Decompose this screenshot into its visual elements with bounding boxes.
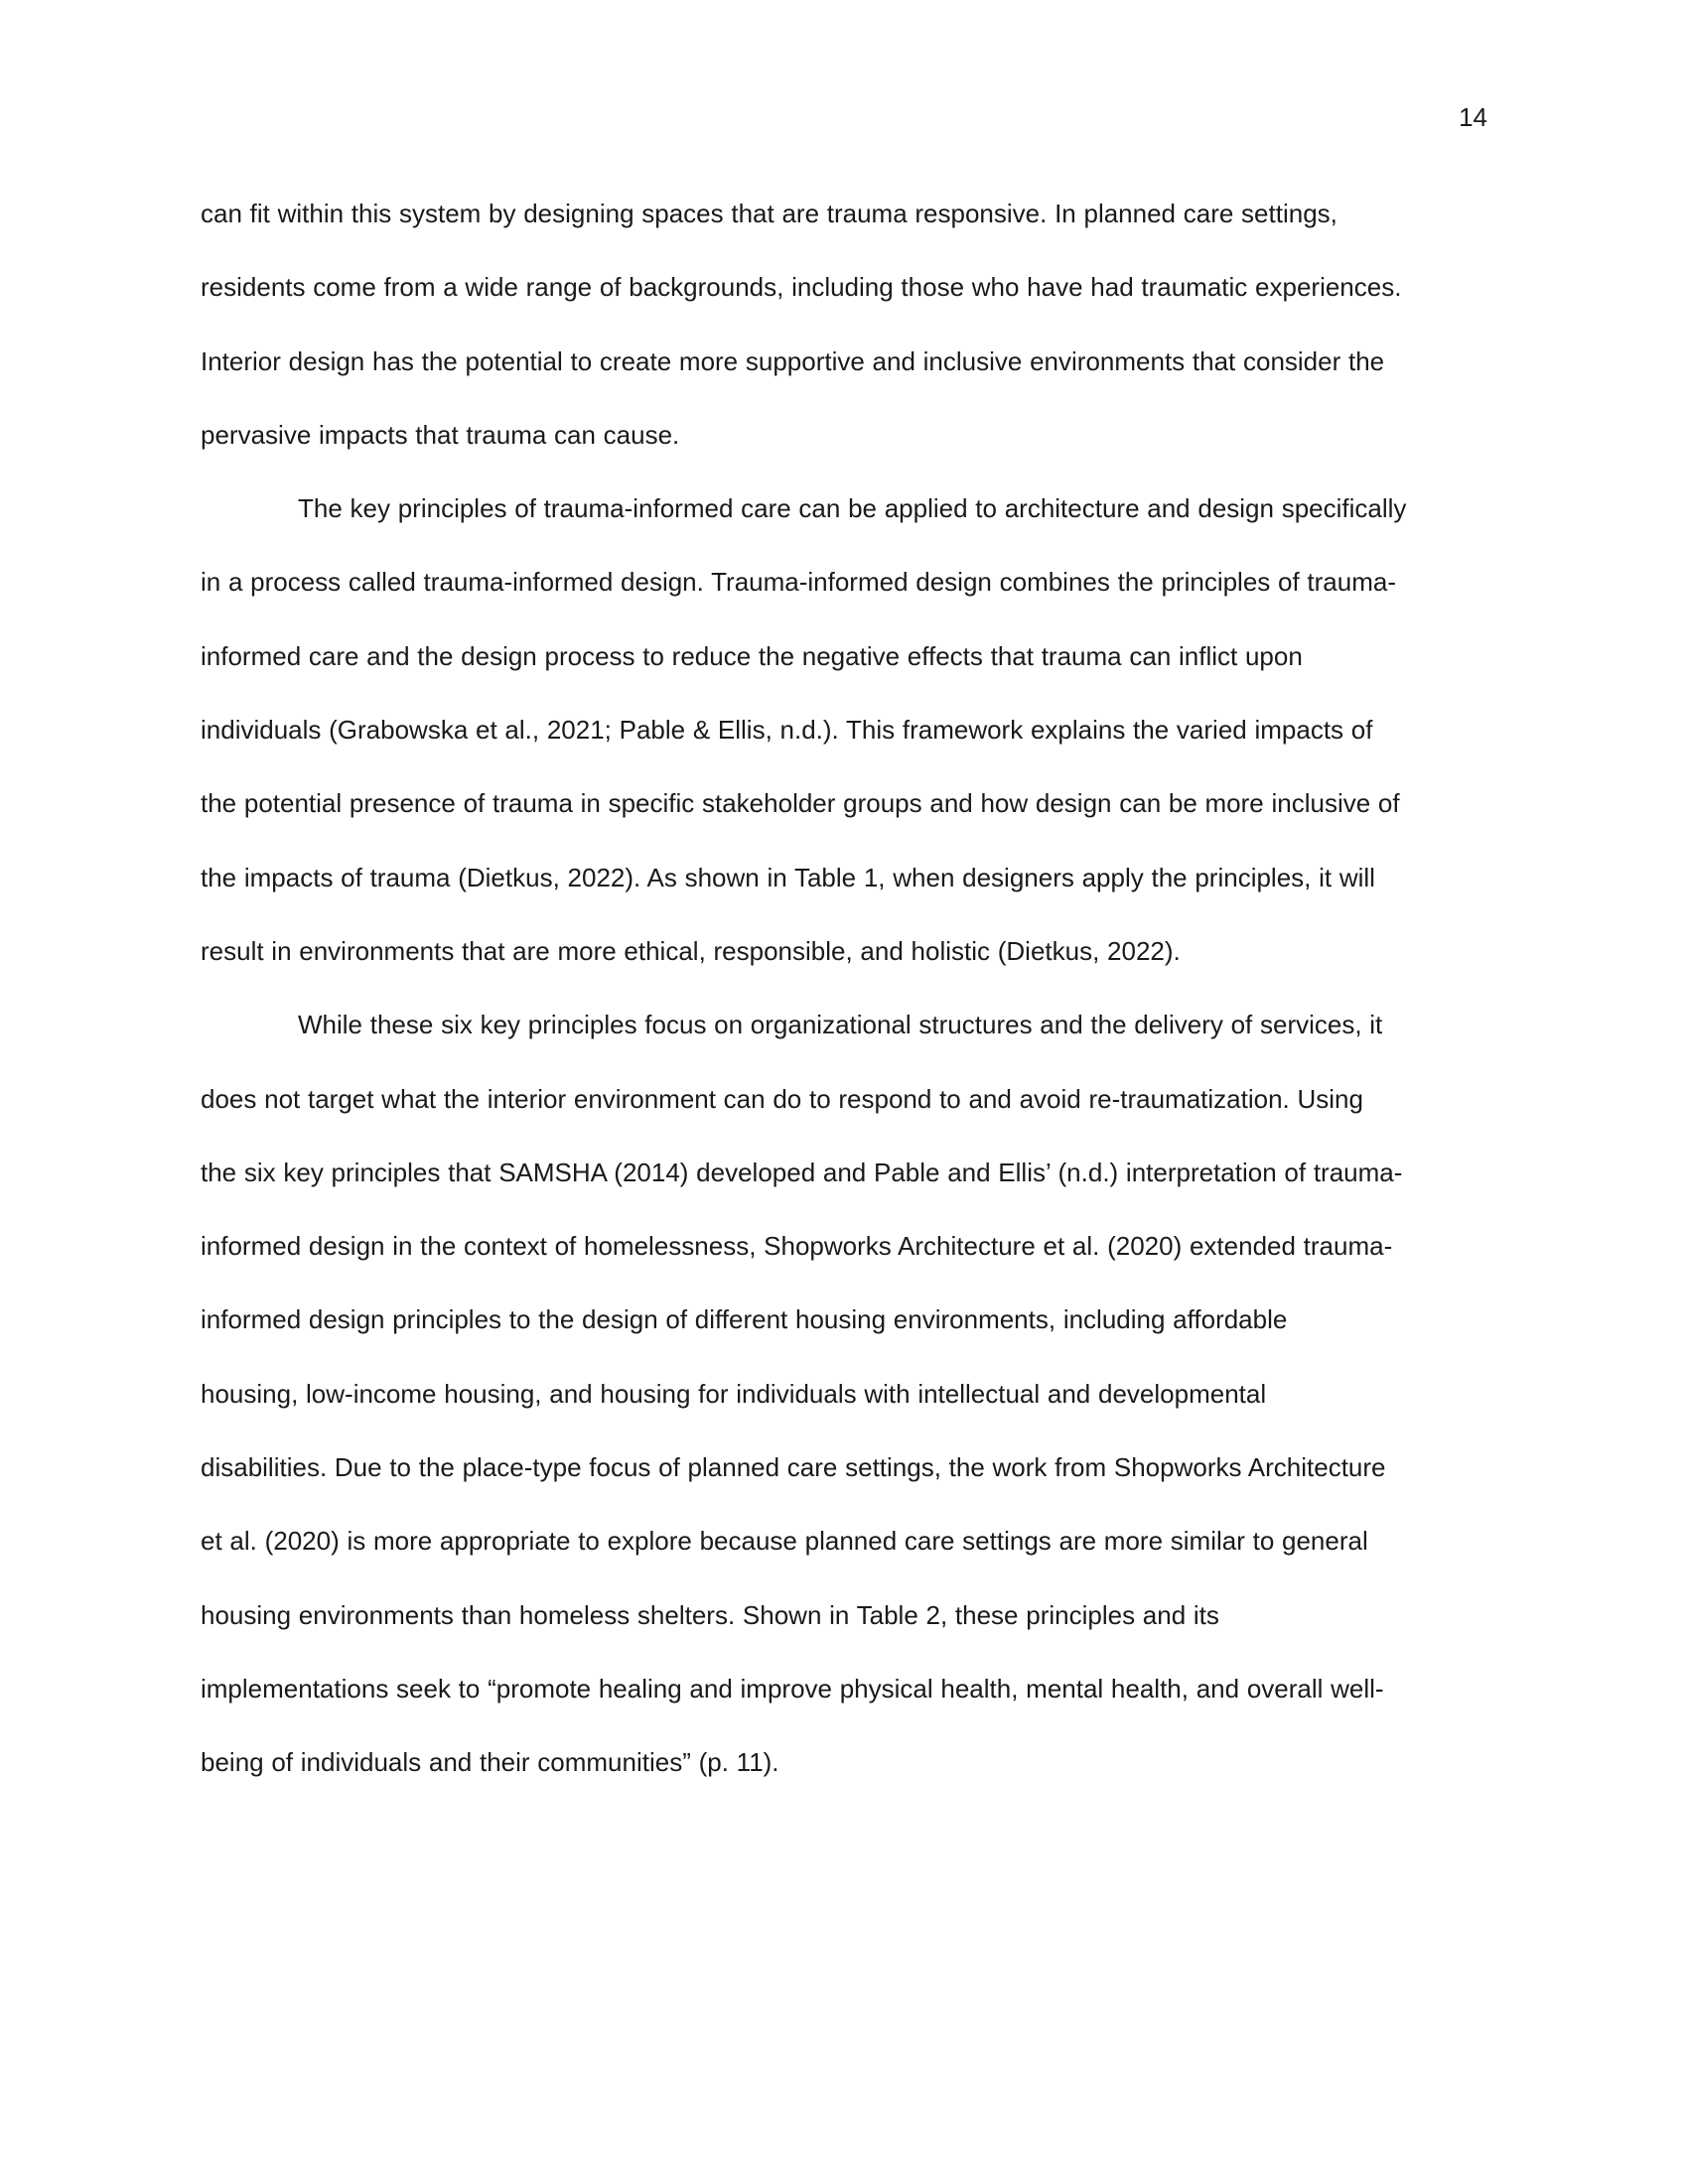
- text-line: housing, low-income housing, and housing for individuals with intellectual and developmental: [201, 1378, 1267, 1409]
- text-line: disabilities. Due to the place-type focus of planned care settings, the work from Shopworks Architecture: [201, 1452, 1386, 1483]
- paragraph-3: [201, 1010, 1491, 1821]
- text-line: While these six key principles focus on organizational structures and the delivery of services, it: [298, 1010, 1383, 1040]
- text-line: implementations seek to “promote healing and improve physical health, mental health, and overall well-: [201, 1673, 1384, 1704]
- paragraph-1: [201, 199, 1491, 493]
- text-line: result in environments that are more ethical, responsible, and holistic (Dietkus, 2022).: [201, 935, 1181, 966]
- text-line: The key principles of trauma-informed care can be applied to architecture and design specifically: [298, 493, 1407, 524]
- text-line: Interior design has the potential to create more supportive and inclusive environments that consider the: [201, 345, 1385, 376]
- text-line: can fit within this system by designing spaces that are trauma responsive. In planned care settings,: [201, 199, 1337, 228]
- text-line: individuals (Grabowska et al., 2021; Pable & Ellis, n.d.). This framework explains the varied impacts of: [201, 715, 1373, 746]
- text-line: informed design principles to the design of different housing environments, including affordable: [201, 1304, 1288, 1335]
- text-line: in a process called trauma-informed design. Trauma-informed design combines the principles of trauma-: [201, 567, 1397, 598]
- paragraph-2: [201, 493, 1491, 1010]
- text-line: the six key principles that SAMSHA (2014) developed and Pable and Ellis’ (n.d.) interpretation of trauma-: [201, 1157, 1403, 1187]
- page-number: 14: [1459, 102, 1487, 132]
- text-line: residents come from a wide range of backgrounds, including those who have had traumatic experiences.: [201, 272, 1402, 303]
- text-line: informed design in the context of homelessness, Shopworks Architecture et al. (2020) extended trauma-: [201, 1231, 1393, 1262]
- text-line: informed care and the design process to reduce the negative effects that trauma can inflict upon: [201, 640, 1303, 671]
- body-text: [201, 199, 1491, 1822]
- text-line: pervasive impacts that trauma can cause.: [201, 419, 680, 450]
- text-line: does not target what the interior environment can do to respond to and avoid re-traumatization. Using: [201, 1083, 1363, 1114]
- text-line: the potential presence of trauma in specific stakeholder groups and how design can be more inclusive of: [201, 788, 1400, 819]
- text-line: being of individuals and their communities” (p. 11).: [201, 1747, 779, 1778]
- text-line: the impacts of trauma (Dietkus, 2022). As shown in Table 1, when designers apply the principles, it will: [201, 862, 1375, 892]
- text-line: housing environments than homeless shelters. Shown in Table 2, these principles and its: [201, 1599, 1219, 1630]
- text-line: et al. (2020) is more appropriate to explore because planned care settings are more similar to general: [201, 1526, 1368, 1557]
